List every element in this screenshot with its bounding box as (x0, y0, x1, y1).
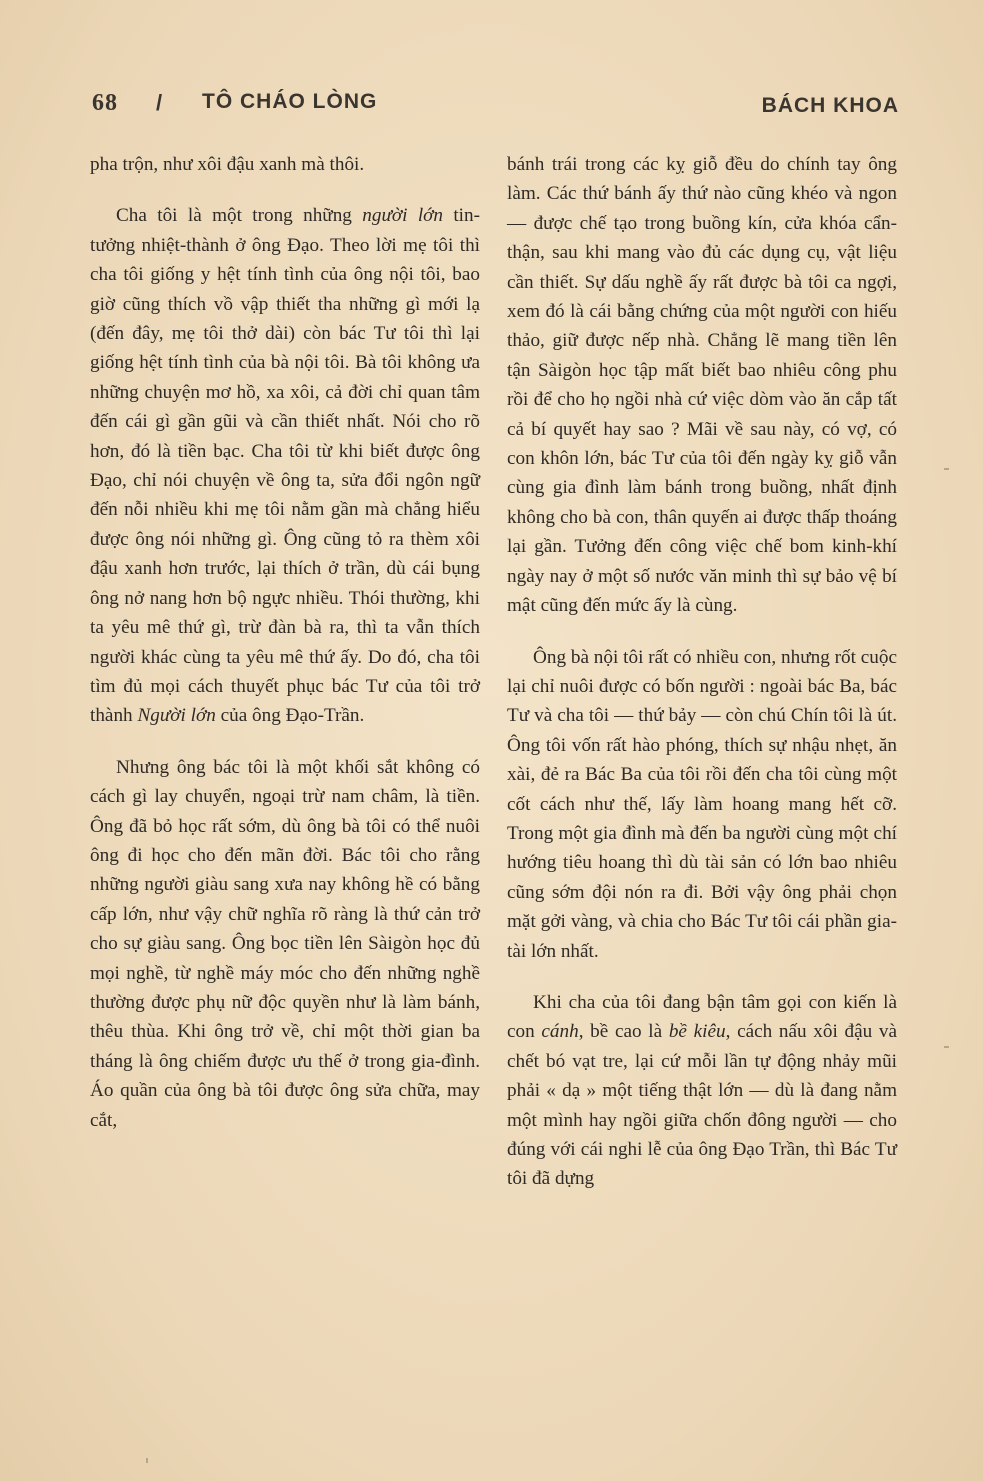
paper-speck (944, 1046, 949, 1048)
text-run: , bề cao là (578, 1021, 669, 1043)
text-run: Khi cha của tôi đang bận tâm gọi con kiến là con (507, 991, 897, 1043)
text-run: Cha tôi là một trong những (116, 205, 363, 227)
paper-speck (146, 1458, 148, 1463)
paper-speck (944, 468, 949, 470)
italic-term: người lớn (362, 205, 443, 227)
running-header (92, 86, 899, 120)
left-paragraph-2 (90, 201, 480, 730)
header-separator: / (156, 90, 164, 115)
left-paragraph-3: Nhưng ông bác tôi là một khối sắt không có cách gì lay chuyển, ngoại trừ nam châm, là tiền. Ông đã bỏ học rất sớm, dù ông bà tôi có thể nuôi ông đi học cho đến mãn đời. Bác tôi cho rằng những người giàu sang xưa nay không hề có bằng cấp lớn, như vậy chữ nghĩa rõ ràng là thứ cản trở cho sự giàu sang. Ông bọc tiền lên Sàigòn học đủ mọi nghề, từ nghề máy móc cho đến những nghề thường được phụ nữ độc quyền như là làm bánh, thêu thùa. Khi ông trở về, chỉ một thời gian ba tháng là ông chiếm được ưu thế ở trong gia-đình. Áo quần của ông bà tôi được ông sửa chữa, may cắt, (90, 756, 480, 1131)
right-paragraph-3 (507, 988, 897, 1194)
page-number: 68 (92, 90, 118, 116)
text-run: tin-tưởng nhiệt-thành ở ông Đạo. Theo lời mẹ tôi thì cha tôi giống y hệt tính tình của ông nội tôi, bao giờ cũng thích vồ vập thiết tha những gì mới lạ (đến đây, mẹ tôi thở dài) còn bác Tư tôi thì lại giống hệt tính tình của bà nội tôi. Bà tôi không ưa những chuyện mơ hồ, xa xôi, cả đời chỉ quan tâm đến cái gì gần gũi và cần thiết nhất. Nói cho rõ hơn, đó là tiền bạc. Cha tôi từ khi biết được ông Đạo, chỉ nói chuyện về ông ta, sửa đổi ngôn ngữ đến nỗi nhiều khi mẹ tôi nằm gần mà chẳng hiểu được ông nói những gì. Ông cũng tỏ ra thèm xôi đậu xanh hơn trước, lại thích ở trần, dù cái bụng ông nở nang hơn bộ ngực nhiều. Thói thường, khi ta yêu mê thứ gì, trừ đàn bà ra, thì ta vẫn thích người khác cùng ta yêu mê thứ ấy. Do đó, cha tôi tìm đủ mọi cách thuyết phục bác Tư của tôi trở thành (90, 205, 480, 727)
left-paragraph-1: pha trộn, như xôi đậu xanh mà thôi. (90, 154, 365, 175)
italic-term: Người lớn (137, 705, 216, 727)
right-paragraph-2: Ông bà nội tôi rất có nhiều con, nhưng rốt cuộc lại chỉ nuôi được có bốn người : ngoài bác Ba, bác Tư và cha tôi — thứ bảy — còn chú Chín tôi là út. Ông tôi vốn rất hào phóng, thích sự nhậu nhẹt, ăn xài, đẻ ra Bác Ba của tôi rồi đến cha tôi cùng một cốt cách như thế, lấy làm hoang mang hết cỡ. Trong một gia đình mà đến ba người cùng một chí hướng tiêu hoang thì dù tài sản có lớn bao nhiêu cũng sớm đội nón ra đi. Bởi vậy ông phải chọn mặt gởi vàng, và chia cho Bác Tư tôi cái phần gia-tài lớn nhất. (507, 646, 897, 962)
text-run: của ông Đạo-Trần. (215, 705, 365, 727)
right-column (507, 150, 897, 1194)
running-title: TÔ CHÁO LÒNG (202, 90, 378, 113)
text-run: , cách nấu xôi đậu và chết bó vạt tre, lại cứ mỗi lần tự động nhảy mũi phải « dạ » một tiếng thật lớn — dù là đang nằm một mình hay ngồi giữa chốn đông người — cho đúng với cái nghi lễ của ông Đạo Trần, thì Bác Tư tôi đã dựng (507, 1021, 897, 1190)
left-column (90, 150, 480, 1135)
right-paragraph-1: bánh trái trong các kỵ giỗ đều do chính tay ông làm. Các thứ bánh ấy thứ nào cũng khéo và ngon — được chế tạo trong buồng kín, cửa khóa cẩn-thận, sau khi mang vào đủ các dụng cụ, vật liệu cần thiết. Sự dấu nghề ấy rất được bà tôi ca ngợi, xem đó là cái bằng chứng của một người con hiếu thảo, giữ được nếp nhà. Chẳng lẽ mang tiền lên tận Sàigòn học tập mất biết bao nhiêu công phu rồi để cho họ ngồi nhà cứ việc dòm vào ăn cắp tất cả bí quyết hay sao ? Mãi về sau này, có vợ, có con khôn lớn, bác Tư của tôi đến ngày kỵ giỗ vẫn cùng gia đình làm bánh trong buồng, nhất định không cho bà con, thân quyến ai được thấp thoáng lại gần. Tưởng đến công việc chế bom kinh-khí ngày nay ở một số nước văn minh thì sự bảo vệ bí mật cũng đến mức ấy là cùng. (507, 154, 897, 617)
italic-term: cánh (541, 1021, 579, 1043)
italic-term: bề kiêu (668, 1021, 726, 1043)
journal-name: BÁCH KHOA (761, 94, 899, 117)
